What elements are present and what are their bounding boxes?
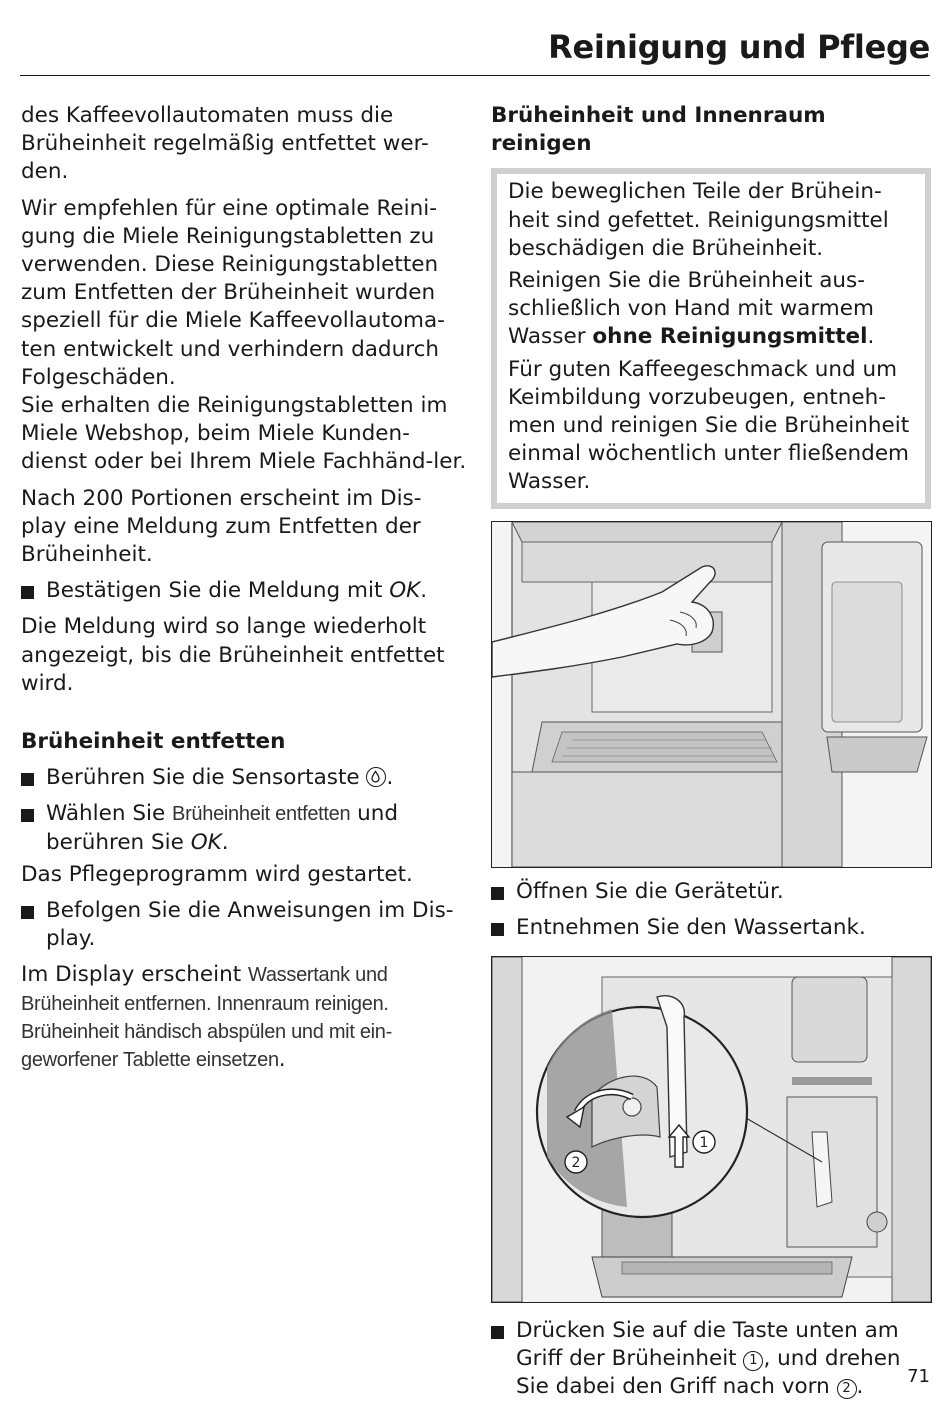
list-item-remove-water-tank: Entnehmen Sie den Wassertank. — [491, 914, 931, 942]
bullet-square-icon — [21, 809, 34, 822]
list-item-confirm-message: Bestätigen Sie die Meldung mit OK. — [21, 577, 467, 605]
section-heading-degrease: Brüheinheit entfetten — [21, 729, 286, 755]
display-text-program: Brüheinheit entfetten — [172, 803, 351, 826]
ok-label: OK — [190, 829, 222, 855]
ok-label: OK — [389, 578, 421, 604]
page-number: 71 — [907, 1366, 930, 1387]
paragraph-recommendation: Wir empfehlen für eine optimale Reini-gung die Miele Reinigungstabletten zu verwenden. Diese Reinigungstabletten zum Entfetten der Brüheinheit wurden speziell für die Miele Kaffeevollautoma-ten entwickelt und verhindern dadurch Folgeschäden. — [21, 195, 445, 390]
list-item-sensor-key: Berühren Sie die Sensortaste . — [21, 764, 467, 792]
callout-2-label: 2 — [571, 1155, 581, 1172]
bullet-square-icon — [491, 1326, 504, 1339]
notice-weekly-cleaning: Für guten Kaffeegeschmack und um Keimbildung vorzubeugen, entneh-men und reinigen Sie die Brüheinheit einmal wöchentlich unter fließendem Wasser. — [508, 356, 910, 495]
bullet-square-icon — [21, 586, 34, 599]
callout-2-icon: 2 — [837, 1379, 857, 1399]
illustration-brew-unit-handle — [491, 956, 932, 1303]
notice-hand-wash: Reinigen Sie die Brüheinheit aus-schließlich von Hand mit warmem Wasser ohne Reinigungsmittel. — [508, 268, 875, 350]
page-section-title: Reinigung und Pflege — [548, 28, 930, 66]
maintenance-drop-icon — [366, 767, 386, 787]
notice-emphasis: ohne Reinigungsmittel — [592, 324, 868, 350]
bullet-square-icon — [21, 773, 34, 786]
paragraph-intro: des Kaffeevollautomaten muss die Brüheinheit regelmäßig entfettet wer-den. — [21, 103, 429, 185]
paragraph-purchase-info: Sie erhalten die Reinigungstabletten im Miele Webshop, beim Miele Kunden-dienst oder bei Ihrem Miele Fachhänd-ler. — [21, 393, 467, 475]
notice-greased-parts: Die beweglichen Teile der Brühein-heit sind gefettet. Reinigungsmittel beschädigen die Brüheinheit. — [508, 179, 889, 261]
left-column — [21, 102, 467, 1082]
bullet-square-icon — [491, 923, 504, 936]
warning-notice-box — [491, 168, 931, 508]
bullet-square-icon — [491, 887, 504, 900]
callout-1-label: 1 — [699, 1135, 709, 1152]
right-column — [491, 102, 931, 1410]
header-divider — [20, 75, 930, 76]
list-item-press-handle: Drücken Sie auf die Taste unten am Griff der Brüheinheit 1 , und drehen Sie dabei den Griff nach vorn 2 . — [491, 1317, 931, 1402]
list-item-select-program: Wählen Sie Brüheinheit entfetten und berühren Sie OK. — [21, 800, 467, 856]
callout-1-icon: 1 — [743, 1351, 763, 1371]
paragraph-repeat-message: Die Meldung wird so lange wiederholt angezeigt, bis die Brüheinheit entfettet wird. — [21, 614, 445, 696]
paragraph-200-portions: Nach 200 Portionen erscheint im Dis-play eine Meldung zum Entfetten der Brüheinheit. — [21, 485, 422, 568]
display-text-instructions: Wassertank und Brüheinheit entfernen. Innenraum reinigen. Brüheinheit händisch abspülen und mit ein-geworfener Tablette einsetzen — [21, 964, 392, 1072]
paragraph-display-message: Im Display erscheint Wassertank und Brüheinheit entfernen. Innenraum reinigen. Brüheinheit händisch abspülen und mit ein-geworfener Tablette einsetzen. — [21, 962, 392, 1073]
illustration-open-door — [491, 521, 932, 868]
list-item-follow-instructions: Befolgen Sie die Anweisungen im Dis-play. — [21, 897, 467, 953]
list-item-open-door: Öffnen Sie die Gerätetür. — [491, 878, 931, 906]
section-heading-clean-interior: Brüheinheit und Innenraum reinigen — [491, 103, 826, 157]
paragraph-program-started: Das Pflegeprogramm wird gestartet. — [21, 861, 413, 887]
bullet-square-icon — [21, 906, 34, 919]
